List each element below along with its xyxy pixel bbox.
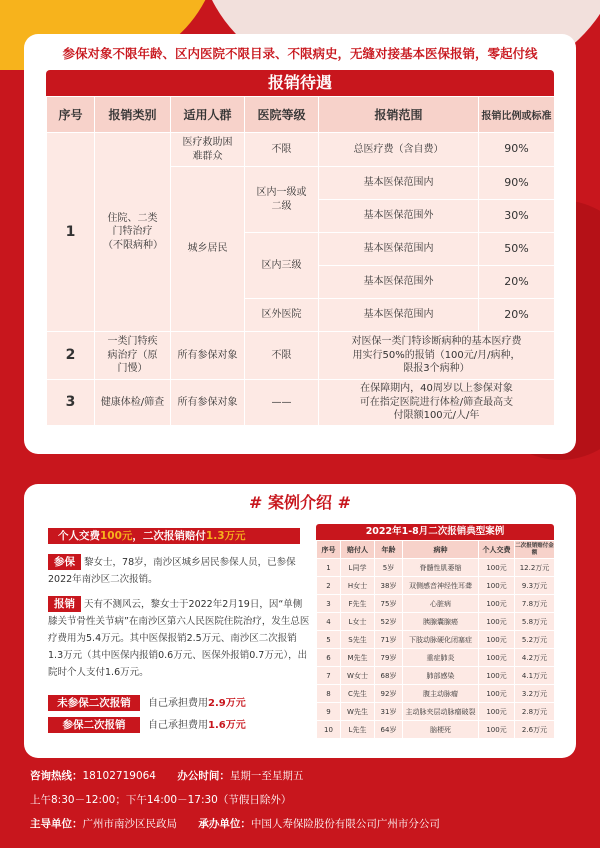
row3-level: —— bbox=[245, 380, 319, 426]
typical-cell-disease: 主动脉夹层动脉瘤破裂 bbox=[403, 703, 479, 721]
row1-scope-3: 基本医保范围外 bbox=[319, 200, 479, 233]
insured-result-text: 自己承担费用 bbox=[148, 720, 208, 731]
row1-rate-1: 90% bbox=[479, 133, 555, 167]
row1-rate-5: 20% bbox=[479, 266, 555, 299]
table-row bbox=[317, 703, 555, 721]
typical-cell-fee: 100元 bbox=[479, 559, 515, 577]
table-row bbox=[317, 667, 555, 685]
typical-cell-age: 31岁 bbox=[375, 703, 403, 721]
pill-fee: 100元 bbox=[100, 530, 133, 542]
typical-cell-payout: 7.8万元 bbox=[515, 595, 555, 613]
header-no: 序号 bbox=[47, 97, 95, 133]
typical-cases-table-wrap bbox=[316, 524, 554, 739]
typical-cell-age: 75岁 bbox=[375, 595, 403, 613]
row2-text: 对医保一类门特诊断病种的基本医疗费用实行50%的报销（100元/月/病种，限报3个病种） bbox=[319, 332, 555, 380]
typical-cell-payout: 2.6万元 bbox=[515, 721, 555, 739]
not-insured-text: 自己承担费用 bbox=[148, 698, 208, 709]
typical-cell-disease: 肺部感染 bbox=[403, 667, 479, 685]
typical-cell-payout: 5.8万元 bbox=[515, 613, 555, 631]
typical-cell-no: 2 bbox=[317, 577, 341, 595]
insured-text: 黎女士，78岁，南沙区城乡居民参保人员，已参保2022年南沙区二次报销。 bbox=[48, 557, 296, 585]
insured-result-amount: 1.6万元 bbox=[208, 720, 246, 731]
typical-cell-no: 6 bbox=[317, 649, 341, 667]
typical-cell-disease: 心脏病 bbox=[403, 595, 479, 613]
typical-cell-no: 10 bbox=[317, 721, 341, 739]
typical-cell-payout: 12.2万元 bbox=[515, 559, 555, 577]
benefits-table-wrap bbox=[46, 70, 554, 426]
row1-rate-3: 30% bbox=[479, 200, 555, 233]
typical-cell-person: L先生 bbox=[341, 721, 375, 739]
case-card bbox=[24, 484, 576, 758]
table-row bbox=[317, 559, 555, 577]
header-group: 适用人群 bbox=[171, 97, 245, 133]
header-rate: 报销比例或标准 bbox=[479, 97, 555, 133]
typical-cell-fee: 100元 bbox=[479, 685, 515, 703]
row1-group-a: 医疗救助困难群众 bbox=[171, 133, 245, 167]
row2-level: 不限 bbox=[245, 332, 319, 380]
row1-level-4: 区内三级 bbox=[245, 233, 319, 299]
row1-scope-1: 总医疗费（含自费） bbox=[319, 133, 479, 167]
org-label: 承办单位： bbox=[198, 818, 251, 830]
typical-cell-no: 7 bbox=[317, 667, 341, 685]
host: 广州市南沙区民政局 bbox=[82, 818, 177, 830]
row1-scope-6: 基本医保范围内 bbox=[319, 299, 479, 332]
typical-cell-no: 9 bbox=[317, 703, 341, 721]
not-insured-tag: 未参保二次报销 bbox=[48, 695, 140, 711]
typical-cases-title: 2022年1-8月二次报销典型案例 bbox=[316, 524, 554, 540]
row3-no: 3 bbox=[47, 380, 95, 426]
insured-paragraph bbox=[48, 554, 310, 588]
insured-tag: 参保 bbox=[48, 554, 81, 570]
typical-cell-age: 5岁 bbox=[375, 559, 403, 577]
not-insured-amount: 2.9万元 bbox=[208, 698, 246, 709]
typical-cell-disease: 胰腺囊腺癌 bbox=[403, 613, 479, 631]
row1-scope-5: 基本医保范围外 bbox=[319, 266, 479, 299]
typical-header-no: 序号 bbox=[317, 541, 341, 559]
typical-cell-age: 68岁 bbox=[375, 667, 403, 685]
row3-text: 在保障期内，40周岁以上参保对象可在指定医院进行体检/筛查最高支付限额100元/人/年 bbox=[319, 380, 555, 426]
footer-line-3 bbox=[30, 816, 590, 831]
footer-line-1 bbox=[30, 768, 590, 783]
typical-header-row bbox=[317, 541, 555, 559]
typical-cell-fee: 100元 bbox=[479, 649, 515, 667]
typical-cell-payout: 5.2万元 bbox=[515, 631, 555, 649]
typical-cell-no: 8 bbox=[317, 685, 341, 703]
row1-category: 住院、二类门特治疗（不限病种） bbox=[95, 133, 171, 332]
typical-cell-fee: 100元 bbox=[479, 577, 515, 595]
claim-tag: 报销 bbox=[48, 596, 81, 612]
table-row bbox=[317, 649, 555, 667]
typical-cell-person: W先生 bbox=[341, 703, 375, 721]
header-level: 医院等级 bbox=[245, 97, 319, 133]
typical-cell-fee: 100元 bbox=[479, 667, 515, 685]
hours: 星期一至星期五 bbox=[229, 770, 304, 782]
typical-cell-fee: 100元 bbox=[479, 703, 515, 721]
row1-rate-2: 90% bbox=[479, 167, 555, 200]
typical-cell-age: 52岁 bbox=[375, 613, 403, 631]
host-label: 主导单位： bbox=[30, 818, 83, 830]
typical-cell-payout: 4.2万元 bbox=[515, 649, 555, 667]
pill-mid: ，二次报销赔付 bbox=[132, 530, 206, 542]
table-row bbox=[47, 380, 555, 426]
hotline-label: 咨询热线： bbox=[30, 770, 83, 782]
pill-prefix: 个人交费 bbox=[58, 530, 100, 542]
insured-result bbox=[48, 716, 310, 734]
typical-cases-table bbox=[316, 540, 555, 739]
typical-cell-age: 79岁 bbox=[375, 649, 403, 667]
header-scope: 报销范围 bbox=[319, 97, 479, 133]
row1-level-2: 区内一级或二级 bbox=[245, 167, 319, 233]
org: 中国人寿保险股份有限公司广州市分公司 bbox=[250, 818, 440, 830]
typical-cell-disease: 下肢动脉硬化闭塞症 bbox=[403, 631, 479, 649]
typical-cell-payout: 2.8万元 bbox=[515, 703, 555, 721]
table-row bbox=[47, 133, 555, 167]
not-insured-result bbox=[48, 694, 310, 712]
typical-header-disease: 病种 bbox=[403, 541, 479, 559]
case-title: # 案例介绍 # bbox=[249, 493, 351, 512]
table-row bbox=[317, 685, 555, 703]
row2-no: 2 bbox=[47, 332, 95, 380]
pill-pay: 1.3万元 bbox=[205, 530, 246, 542]
row1-level-6: 区外医院 bbox=[245, 299, 319, 332]
typical-cell-disease: 双侧感音神经性耳聋 bbox=[403, 577, 479, 595]
typical-cell-person: M先生 bbox=[341, 649, 375, 667]
benefits-table bbox=[46, 96, 555, 426]
row3-category: 健康体检/筛查 bbox=[95, 380, 171, 426]
hours-label: 办公时间： bbox=[177, 770, 230, 782]
typical-cell-payout: 9.3万元 bbox=[515, 577, 555, 595]
footer-line-2: 上午8:30－12:00；下午14:00－17:30（节假日除外） bbox=[30, 794, 292, 806]
benefits-header-row bbox=[47, 97, 555, 133]
typical-header-age: 年龄 bbox=[375, 541, 403, 559]
row2-category: 一类门特疾病治疗（原门慢） bbox=[95, 332, 171, 380]
typical-cell-disease: 脊髓性肌萎缩 bbox=[403, 559, 479, 577]
typical-cell-no: 3 bbox=[317, 595, 341, 613]
table-row bbox=[317, 577, 555, 595]
typical-cell-age: 38岁 bbox=[375, 577, 403, 595]
claim-paragraph bbox=[48, 596, 310, 681]
typical-cell-fee: 100元 bbox=[479, 613, 515, 631]
table-row bbox=[317, 721, 555, 739]
table-row bbox=[47, 332, 555, 380]
typical-header-person: 赔付人 bbox=[341, 541, 375, 559]
typical-cell-person: L同学 bbox=[341, 559, 375, 577]
typical-cell-age: 71岁 bbox=[375, 631, 403, 649]
row1-scope-2: 基本医保范围内 bbox=[319, 167, 479, 200]
typical-cell-person: F先生 bbox=[341, 595, 375, 613]
row1-scope-4: 基本医保范围内 bbox=[319, 233, 479, 266]
row2-group: 所有参保对象 bbox=[171, 332, 245, 380]
fee-summary-pill bbox=[48, 528, 300, 544]
typical-cell-fee: 100元 bbox=[479, 631, 515, 649]
row1-no: 1 bbox=[47, 133, 95, 332]
typical-cell-disease: 重症肺炎 bbox=[403, 649, 479, 667]
typical-cell-age: 64岁 bbox=[375, 721, 403, 739]
typical-header-fee: 个人交费 bbox=[479, 541, 515, 559]
insured-result-tag: 参保二次报销 bbox=[48, 717, 140, 733]
table-row bbox=[317, 613, 555, 631]
typical-cell-person: S先生 bbox=[341, 631, 375, 649]
slogan: 参保对象不限年龄、区内医院不限目录、不限病史，无缝对接基本医保报销，零起付线 bbox=[62, 46, 538, 61]
typical-cell-fee: 100元 bbox=[479, 595, 515, 613]
benefits-card bbox=[24, 34, 576, 454]
typical-cell-no: 5 bbox=[317, 631, 341, 649]
typical-cell-person: H女士 bbox=[341, 577, 375, 595]
benefits-title: 报销待遇 bbox=[46, 70, 554, 96]
typical-cell-disease: 腹主动脉瘤 bbox=[403, 685, 479, 703]
typical-cell-person: C先生 bbox=[341, 685, 375, 703]
typical-cell-fee: 100元 bbox=[479, 721, 515, 739]
typical-cell-payout: 4.1万元 bbox=[515, 667, 555, 685]
typical-cell-age: 92岁 bbox=[375, 685, 403, 703]
row1-rate-6: 20% bbox=[479, 299, 555, 332]
typical-cell-no: 4 bbox=[317, 613, 341, 631]
row1-level-1: 不限 bbox=[245, 133, 319, 167]
claim-text: 天有不测风云，黎女士于2022年2月19日，因“单侧膝关节骨性关节病”在南沙区第六人民医院住院治疗，发生总医疗费用为5.4万元。其中医保报销2.5万元、南沙区二次报销1.3万元（其中医保内报销0.6万元、医保外报销0.7万元），出院时个人支付1.6万元。 bbox=[48, 599, 310, 678]
typical-cell-payout: 3.2万元 bbox=[515, 685, 555, 703]
table-row bbox=[317, 595, 555, 613]
row1-group-b: 城乡居民 bbox=[171, 167, 245, 332]
typical-cell-person: W女士 bbox=[341, 667, 375, 685]
header-category: 报销类别 bbox=[95, 97, 171, 133]
typical-cases-body bbox=[317, 559, 555, 739]
typical-cell-no: 1 bbox=[317, 559, 341, 577]
typical-cell-disease: 脑梗死 bbox=[403, 721, 479, 739]
row3-group: 所有参保对象 bbox=[171, 380, 245, 426]
typical-cell-person: L女士 bbox=[341, 613, 375, 631]
typical-header-payout: 二次报销赔付金额 bbox=[515, 541, 555, 559]
hotline: 18102719064 bbox=[82, 770, 156, 782]
row1-rate-4: 50% bbox=[479, 233, 555, 266]
table-row bbox=[317, 631, 555, 649]
